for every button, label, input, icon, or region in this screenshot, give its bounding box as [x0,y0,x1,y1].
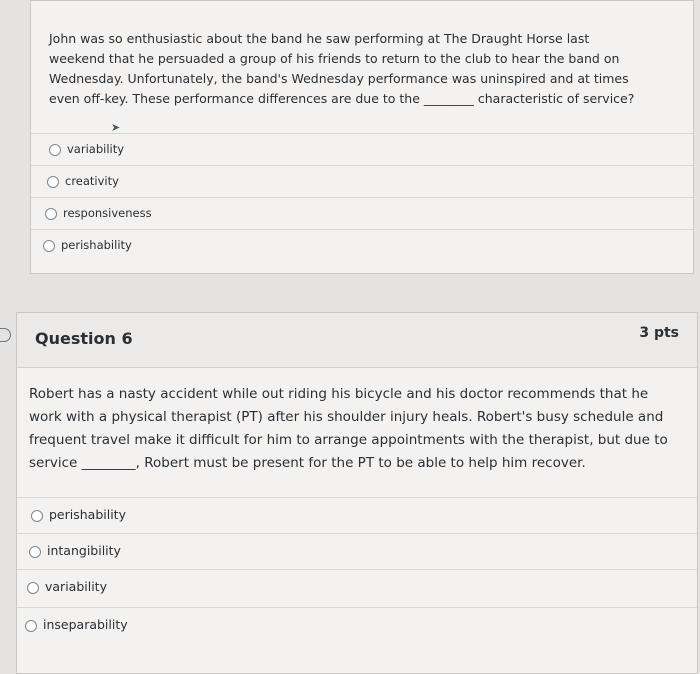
radio-button[interactable] [45,208,57,220]
question-6-text: Robert has a nasty accident while out riding his bicycle and his doctor recommends that he work with a physical therapist (PT) after his shoulder injury heals. Robert's busy schedule and frequent travel make it difficult for him to arrange appointments with the therapist, but due to service ________, Robert must be present for the PT to be able to help him recover. [29,386,668,471]
answer-option[interactable] [31,229,693,262]
answer-label: inseparability [43,617,128,632]
answer-label: perishability [61,238,132,252]
answer-label: variability [67,142,125,156]
answer-label: creativity [65,174,119,188]
question-5-text: John was so enthusiastic about the band he saw performing at The Draught Horse last weekend that he persuaded a group of his friends to return to the club to hear the band on Wednesday. Unfortunately, the band's Wednesday performance was uninspired and at times even off-key. These performance differences are due to the ________ characteristic of service? [49,31,635,106]
answer-option[interactable] [31,165,693,198]
answer-option[interactable] [17,533,697,570]
radio-button[interactable] [25,620,37,632]
radio-button[interactable] [47,176,59,188]
answer-option[interactable] [17,569,697,606]
answer-label: responsiveness [63,206,152,220]
radio-button[interactable] [29,546,41,558]
question-6-card [16,312,698,674]
answer-label: variability [45,579,107,594]
radio-button[interactable] [43,240,55,252]
question-title: Question 6 [35,329,133,348]
mouse-cursor-icon: ➤ [111,121,121,134]
radio-button[interactable] [49,144,61,156]
radio-button[interactable] [27,582,39,594]
answer-option[interactable] [31,197,693,230]
answer-option[interactable] [31,133,693,166]
radio-button[interactable] [31,510,43,522]
answer-label: perishability [49,507,126,522]
question-6-header [17,313,697,368]
answer-option[interactable] [17,497,697,534]
answer-option[interactable] [17,607,697,644]
question-5-card [30,0,694,274]
collapse-arrow-icon[interactable] [0,328,11,342]
answer-label: intangibility [47,543,121,558]
question-points: 3 pts [639,325,679,341]
